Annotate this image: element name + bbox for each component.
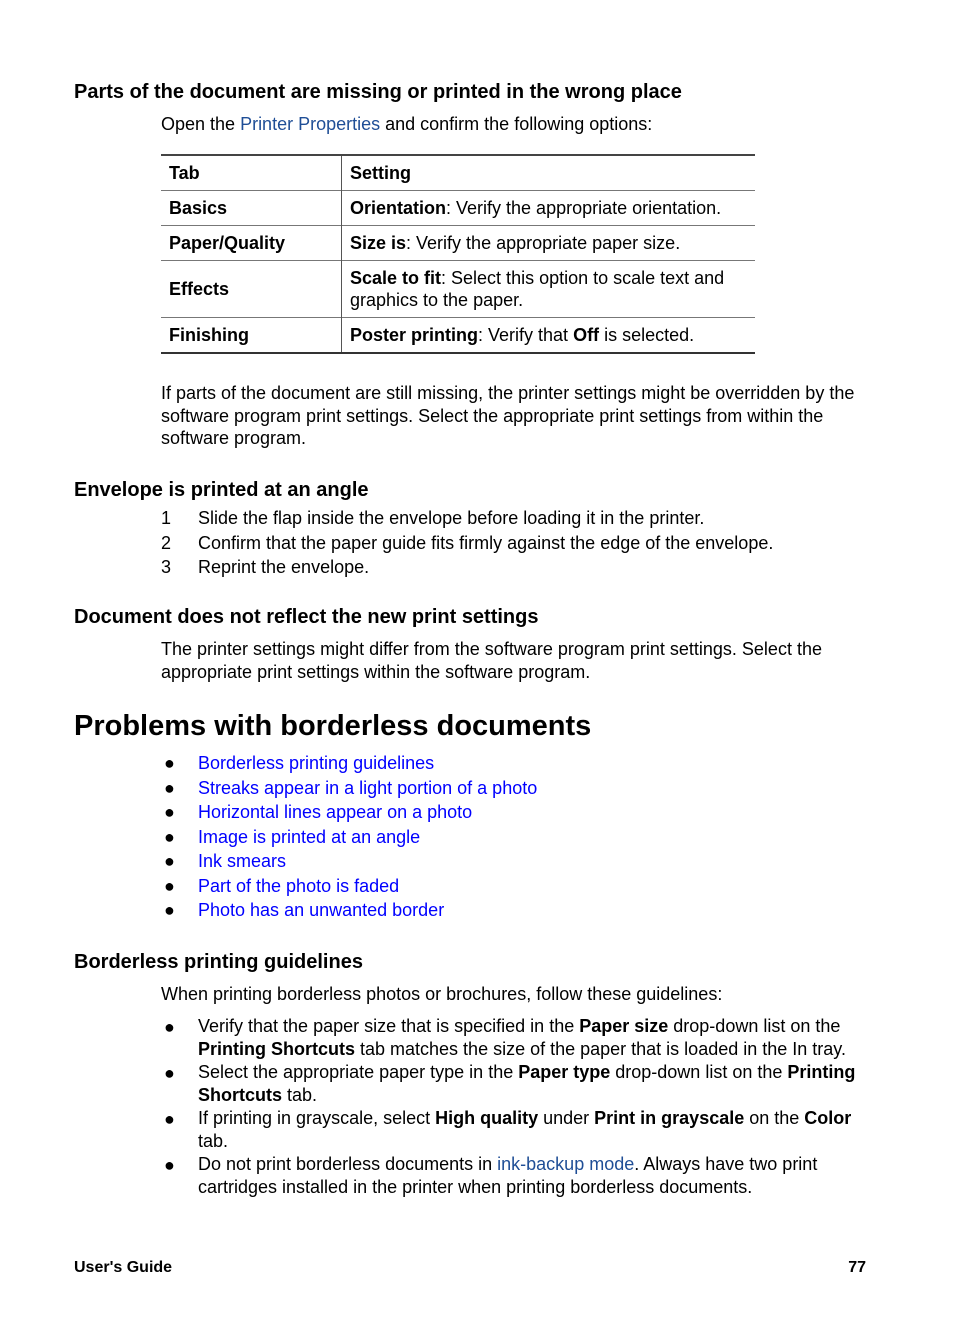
cell-tab: Paper/Quality	[161, 226, 342, 261]
topic-link[interactable]: Borderless printing guidelines	[198, 753, 435, 773]
table-row	[161, 226, 755, 261]
cell-tab: Effects	[161, 261, 342, 318]
section-heading: Parts of the document are missing or printed in the wrong place	[74, 81, 682, 103]
text: Do not print borderless documents in	[198, 1154, 498, 1174]
bold: Orientation	[350, 198, 447, 218]
text: If printing in grayscale, select	[198, 1108, 436, 1128]
bold: Printing Shortcuts	[198, 1038, 355, 1059]
text: : Select this option to scale text and graphics to the paper.	[350, 268, 725, 310]
bullet: ●	[164, 900, 175, 920]
list-item	[161, 1061, 871, 1106]
text: Reprint the envelope.	[198, 557, 370, 577]
section-heading: Envelope is printed at an angle	[74, 479, 369, 501]
bullet: ●	[164, 1017, 175, 1037]
bullet: ●	[164, 826, 175, 847]
table-row	[161, 191, 755, 226]
cell-setting	[342, 318, 756, 354]
chapter-heading: Problems with borderless documents	[74, 710, 592, 742]
link-list	[161, 751, 537, 923]
bullet: ●	[164, 1155, 175, 1175]
numbered-list	[161, 506, 773, 580]
bold: Poster printing	[350, 325, 479, 345]
list-item	[161, 874, 537, 899]
list-item	[161, 776, 537, 801]
list-item	[161, 1107, 871, 1152]
text: drop-down list on the	[668, 1016, 841, 1036]
header-setting: Setting	[342, 155, 756, 191]
topic-link[interactable]: Image is printed at an angle	[198, 826, 421, 847]
text: Confirm that the paper guide fits firmly against the edge of the envelope.	[198, 532, 774, 553]
settings-table	[161, 154, 755, 354]
text: tab matches the size of the paper that is loaded in the In tray.	[355, 1038, 846, 1059]
bullet: ●	[164, 851, 175, 871]
table-row	[161, 318, 755, 354]
text: under	[538, 1108, 595, 1128]
bullet: ●	[164, 1109, 175, 1129]
printer-properties-link[interactable]: Printer Properties	[240, 114, 381, 134]
text: on the	[744, 1108, 805, 1128]
intro-text	[161, 113, 652, 136]
number: 3	[161, 557, 172, 577]
text: drop-down list on the	[610, 1062, 788, 1082]
bold: Printing Shortcuts	[198, 1062, 856, 1105]
text: : Verify the appropriate orientation.	[446, 198, 722, 218]
paragraph: The printer settings might differ from the software program print settings. Select the appropriate print settings within the software program.	[161, 639, 822, 682]
page-number: 77	[848, 1259, 866, 1276]
footer-title: User's Guide	[74, 1259, 173, 1276]
list-item	[161, 825, 537, 850]
guidelines-list	[161, 1015, 871, 1199]
table-header-row	[161, 155, 755, 191]
cell-tab: Finishing	[161, 318, 342, 354]
bullet: ●	[164, 753, 175, 773]
bold: Color	[804, 1108, 852, 1128]
text: Slide the flap inside the envelope before loading it in the printer.	[198, 508, 705, 528]
header-tab: Tab	[161, 155, 342, 191]
topic-link[interactable]: Streaks appear in a light portion of a photo	[198, 777, 538, 798]
number: 2	[161, 532, 172, 553]
list-item	[161, 898, 537, 923]
table-row	[161, 261, 755, 318]
list-item	[161, 800, 537, 825]
cell-setting	[342, 226, 756, 261]
cell-setting	[342, 261, 756, 318]
text: tab.	[198, 1130, 229, 1151]
ink-backup-mode-link[interactable]: ink-backup mode	[497, 1154, 635, 1174]
bold: Size is	[350, 233, 407, 253]
topic-link[interactable]: Photo has an unwanted border	[198, 900, 445, 920]
bold: Paper type	[518, 1062, 611, 1082]
text: . Always have two print cartridges installed in the printer when printing borderless documents.	[198, 1154, 818, 1197]
section-heading: Borderless printing guidelines	[74, 951, 363, 973]
bold: High quality	[435, 1108, 539, 1128]
text: tab.	[282, 1084, 318, 1105]
bullet: ●	[164, 1063, 175, 1083]
cell-setting	[342, 191, 756, 226]
bullet: ●	[164, 802, 175, 822]
text: Verify that the paper size that is specified in the	[198, 1016, 580, 1036]
list-item	[161, 751, 537, 776]
list-item	[161, 1153, 871, 1198]
paragraph: When printing borderless photos or brochures, follow these guidelines:	[161, 984, 723, 1004]
bold: Paper size	[579, 1016, 669, 1036]
topic-link[interactable]: Part of the photo is faded	[198, 875, 400, 896]
text: Select the appropriate paper type in the	[198, 1062, 519, 1082]
bold: Off	[573, 325, 600, 345]
paragraph: If parts of the document are still missing, the printer settings might be overridden by the software program print settings. Select the appropriate print settings from within the software program.	[161, 383, 855, 448]
text: and confirm the following options:	[380, 114, 653, 134]
text: Open the	[161, 114, 241, 134]
bullet: ●	[164, 777, 175, 798]
section-heading: Document does not reflect the new print settings	[74, 606, 539, 628]
topic-link[interactable]: Horizontal lines appear on a photo	[198, 802, 473, 822]
list-item	[161, 849, 537, 874]
topic-link[interactable]: Ink smears	[198, 851, 287, 871]
text: : Verify the appropriate paper size.	[406, 233, 681, 253]
list-item	[161, 506, 773, 531]
number: 1	[161, 508, 172, 528]
bold: Print in grayscale	[594, 1108, 745, 1128]
text: is selected.	[599, 325, 695, 345]
list-item	[161, 531, 773, 556]
list-item	[161, 555, 773, 580]
text: : Verify that	[478, 325, 574, 345]
bullet: ●	[164, 875, 175, 896]
list-item	[161, 1015, 871, 1060]
bold: Scale to fit	[350, 268, 442, 288]
cell-tab: Basics	[161, 191, 342, 226]
